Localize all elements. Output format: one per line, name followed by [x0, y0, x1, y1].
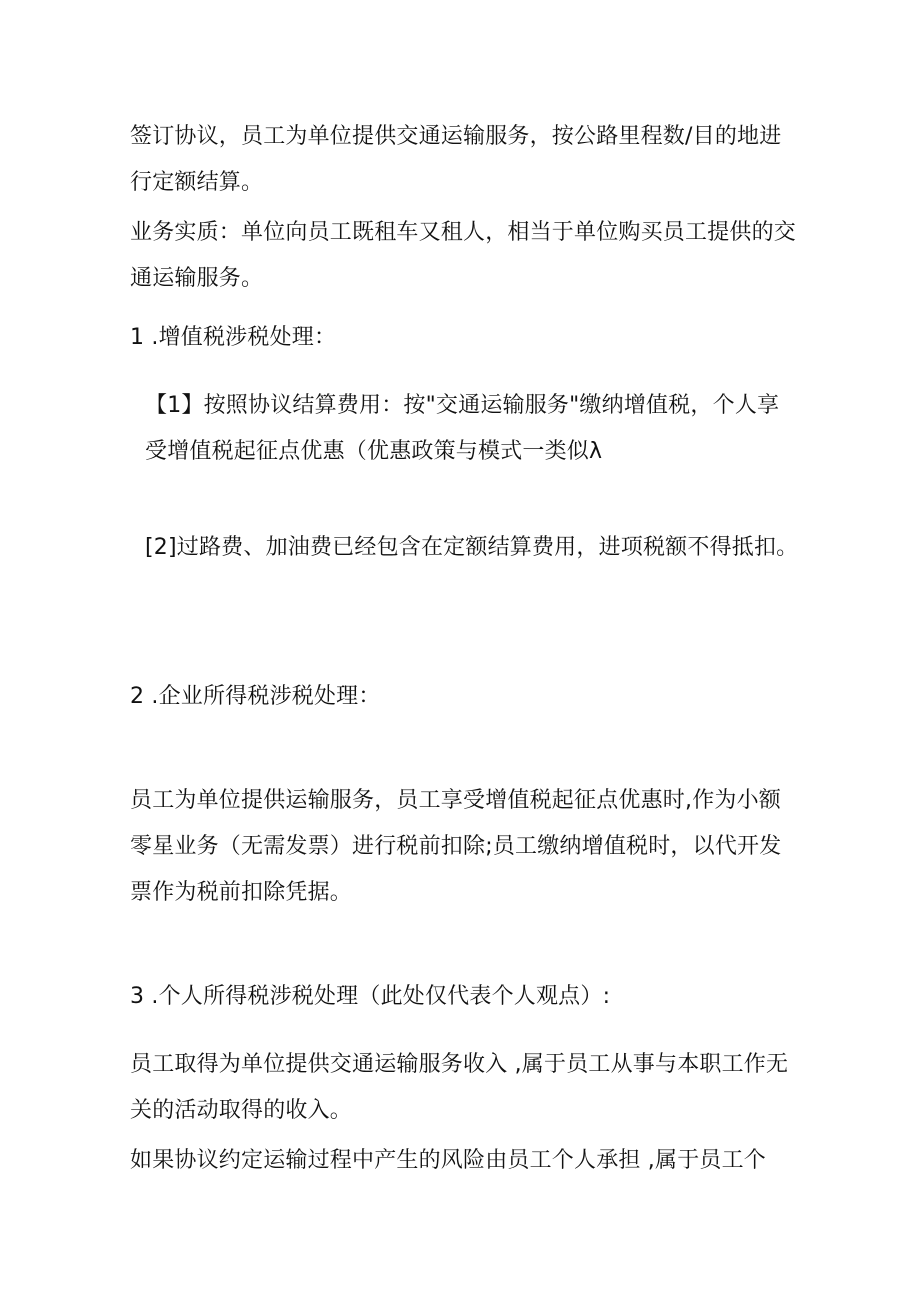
- list-item-vat-1: 【1】按照协议结算费用：按"交通运输服务"缴纳增值税，个人享受增值税起征点优惠（优惠政策与模式一类似λ: [145, 393, 780, 464]
- paragraph-corporate-income-tax: 员工为单位提供运输服务，员工享受增值税起征点优惠时,作为小额零星业务（无需发票）进行税前扣除;员工缴纳增值税时，以代开发票作为税前扣除凭据。: [130, 788, 782, 905]
- paragraph-risk: 如果协议约定运输过程中产生的风险由员工个人承担 ,属于员工个: [130, 1148, 766, 1173]
- paragraph-personal-income: 员工取得为单位提供交通运输服务收入 ,属于员工从事与本职工作无关的活动取得的收入。: [130, 1052, 789, 1123]
- paragraph-agreement: 签订协议，员工为单位提供交通运输服务，按公路里程数/目的地进行定额结算。: [130, 124, 782, 195]
- heading-corporate-income-tax: 2 .企业所得税涉税处理：: [130, 684, 381, 709]
- heading-personal-income-tax: 3 .个人所得税涉税处理（此处仅代表个人观点）:: [130, 984, 611, 1009]
- list-item-vat-2: [2]过路费、加油费已经包含在定额结算费用，进项税额不得抵扣。: [145, 535, 799, 560]
- heading-vat: 1 .增值税涉税处理：: [130, 325, 337, 350]
- paragraph-business-essence: 业务实质：单位向员工既租车又租人，相当于单位购买员工提供的交通运输服务。: [130, 220, 797, 291]
